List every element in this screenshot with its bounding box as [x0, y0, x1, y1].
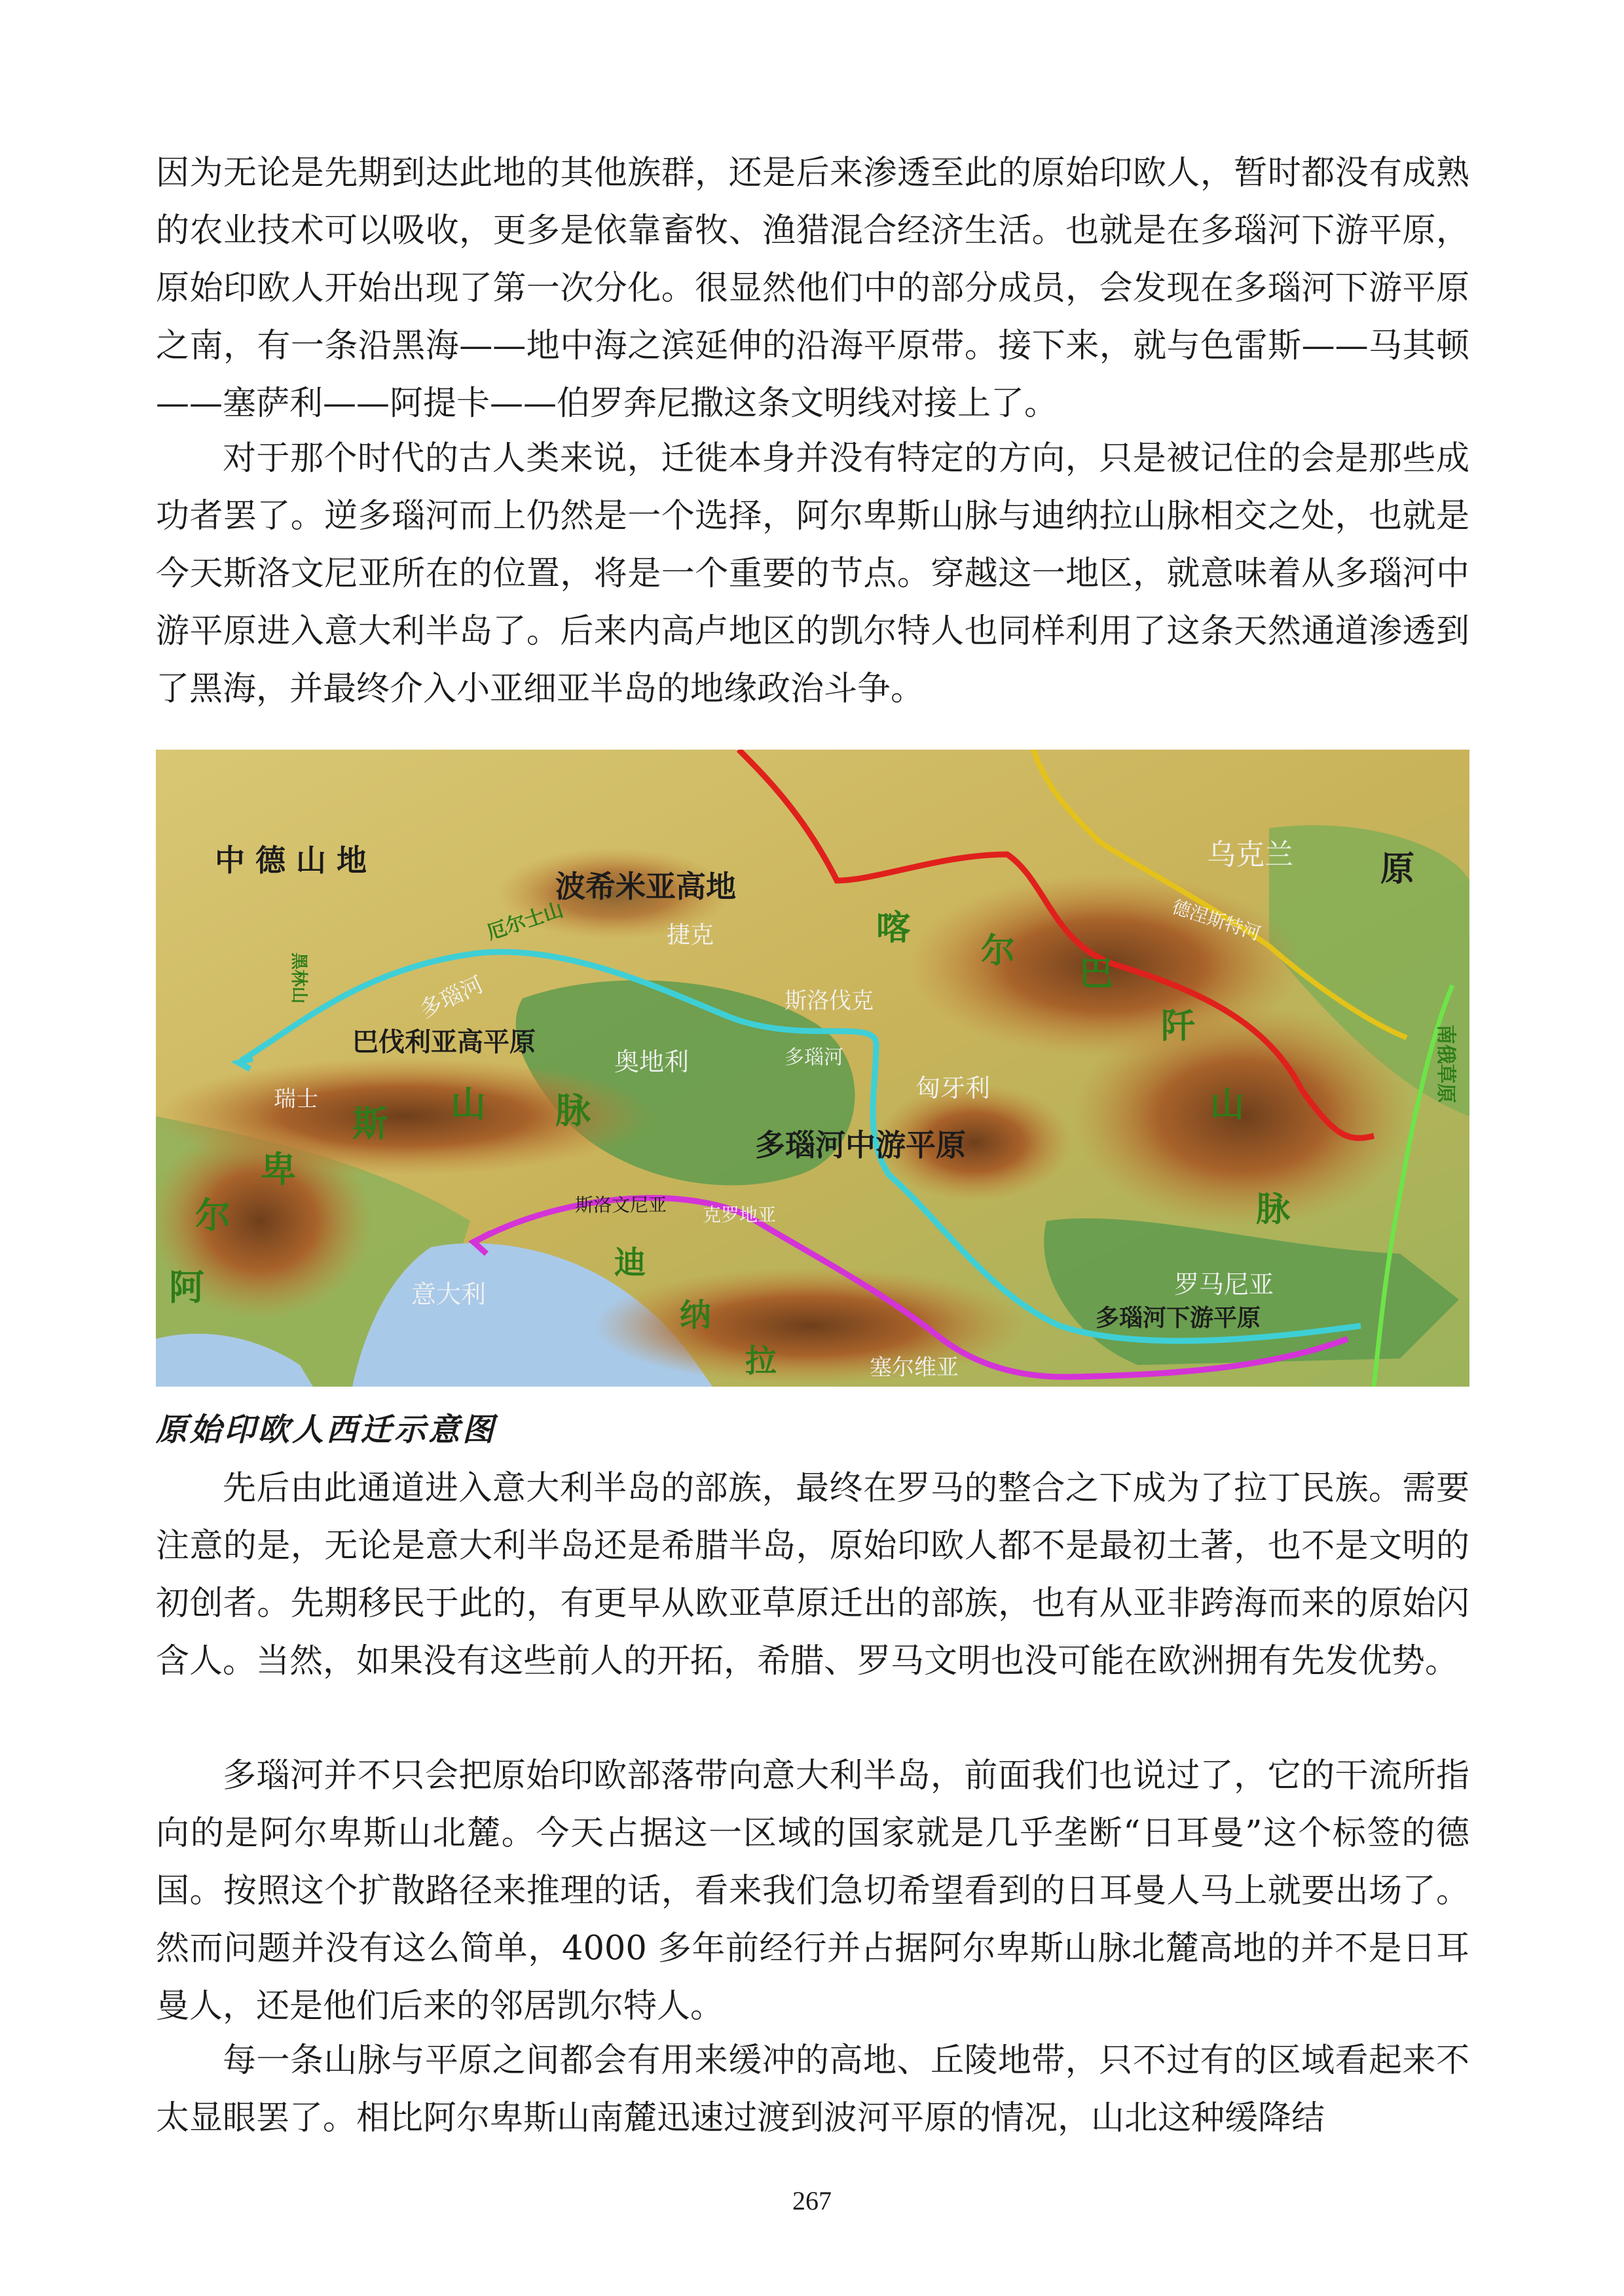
map-label-swiss: 瑞士 — [274, 1086, 318, 1112]
map-label-dniester: 德涅斯特河 — [1169, 896, 1264, 945]
map-label-croatia: 克罗地亚 — [703, 1204, 777, 1226]
map-label-ore-mountains: 厄尔士山 — [484, 898, 566, 945]
page-number: 267 — [792, 2186, 832, 2215]
body-paragraph: 先后由此通道进入意大利半岛的部族，最终在罗马的整合之下成为了拉丁民族。需要注意的是，无论是意大利半岛还是希腊半岛，原始印欧人都不是最初土著，也不是文明的初创者。先期移民于此的，有更早从欧亚草原迁出的部族，也有从亚非跨海而来的原始闪含人。当然，如果没有这些前人的开拓，希腊、罗马文明也没可能在欧洲拥有先发优势。 — [156, 1469, 1469, 1681]
map-label-central-german-uplands: 中 德 山 地 — [215, 843, 367, 878]
map-label-alps: 卑 — [261, 1149, 296, 1190]
map-label-middle-danube-plain: 多瑙河中游平原 — [755, 1127, 966, 1163]
map-label-slovakia: 斯洛伐克 — [784, 988, 874, 1014]
figure-caption: 原始印欧人西迁示意图 — [156, 1412, 497, 1448]
map-label-romania: 罗马尼亚 — [1174, 1270, 1274, 1299]
map-label-dinaric: 纳 — [680, 1297, 712, 1334]
map-label-carpathian: 山 — [1210, 1085, 1245, 1125]
map-label-carpathian: 阡 — [1161, 1007, 1196, 1046]
map-label-austria: 奥地利 — [614, 1048, 690, 1076]
body-paragraph: 多瑙河并不只会把原始印欧部落带向意大利半岛，前面我们也说过了，它的干流所指向的是阿尔卑斯山北麓。今天占据这一区域的国家就是几乎垄断“日耳曼”这个标签的德国。按照这个扩散路径来推理的话，看来我们急切希望看到的日耳曼人马上就要出场了。然而问题并没有这么简单，4000 多年前经行并占据阿尔卑斯山脉北麓高地的并不是日耳曼人，还是他们后来的邻居凯尔特人。 — [156, 1757, 1469, 2026]
map-label-carpathian: 尔 — [981, 932, 1016, 971]
map-label-hungary: 匈牙利 — [915, 1074, 991, 1102]
map-label-alps: 脉 — [555, 1090, 591, 1131]
map-label-alps: 斯 — [352, 1103, 388, 1144]
map-label-ukraine: 乌克兰 — [1207, 838, 1293, 871]
map-label-alps: 山 — [451, 1084, 486, 1125]
map-label-black-forest: 黑林山 — [289, 953, 308, 1004]
map-label-dinaric: 拉 — [745, 1343, 777, 1379]
migration-map — [156, 750, 1469, 1387]
body-paragraph: 每一条山脉与平原之间都会有用来缓冲的高地、丘陵地带，只不过有的区域看起来不太显眼罢了。相比阿尔卑斯山南麓迅速过渡到波河平原的情况，山北这种缓降结 — [156, 2041, 1469, 2138]
map-label-alps: 尔 — [195, 1195, 231, 1236]
map-label-danube-mid: 多瑙河 — [784, 1046, 843, 1069]
map-label-dobruja: 南俄草原 — [1434, 1025, 1457, 1103]
map-label-bohemian-highlands: 波希米亚高地 — [555, 869, 736, 904]
map-label-slovenia: 斯洛文尼亚 — [575, 1194, 667, 1216]
map-label-carpathian: 脉 — [1256, 1190, 1291, 1230]
body-paragraph: 因为无论是先期到达此地的其他族群，还是后来渗透至此的原始印欧人，暂时都没有成熟的农业技术可以吸收，更多是依靠畜牧、渔猎混合经济生活。也就是在多瑙河下游平原，原始印欧人开始出现了第一次分化。很显然他们中的部分成员，会发现在多瑙河下游平原之南，有一条沿黑海——地中海之滨延伸的沿海平原带。接下来，就与色雷斯——马其顿——塞萨利——阿提卡——伯罗奔尼撒这条文明线对接上了。 — [156, 154, 1469, 423]
map-label-danube-upper: 多瑙河 — [415, 971, 488, 1024]
map-label-italy: 意大利 — [411, 1280, 487, 1309]
map-label-plain-fragment: 原 — [1380, 850, 1415, 889]
map-label-carpathian: 巴 — [1079, 955, 1114, 994]
map-label-carpathian: 喀 — [876, 909, 911, 948]
map-label-bavarian-plateau: 巴伐利亚高平原 — [352, 1027, 536, 1057]
map-label-lower-danube-plain: 多瑙河下游平原 — [1096, 1305, 1261, 1332]
body-paragraph: 对于那个时代的古人类来说，迁徙本身并没有特定的方向，只是被记住的会是那些成功者罢了。逆多瑙河而上仍然是一个选择，阿尔卑斯山脉与迪纳拉山脉相交之处，也就是今天斯洛文尼亚所在的位置，将是一个重要的节点。穿越这一地区，就意味着从多瑙河中游平原进入意大利半岛了。后来内高卢地区的凯尔特人也同样利用了这条天然通道渗透到了黑海，并最终介入小亚细亚半岛的地缘政治斗争。 — [156, 439, 1469, 708]
map-label-dinaric: 迪 — [614, 1245, 646, 1281]
map-label-serbia: 塞尔维亚 — [870, 1355, 959, 1381]
map-label-alps: 阿 — [169, 1267, 204, 1308]
map-label-czech: 捷克 — [667, 922, 714, 949]
